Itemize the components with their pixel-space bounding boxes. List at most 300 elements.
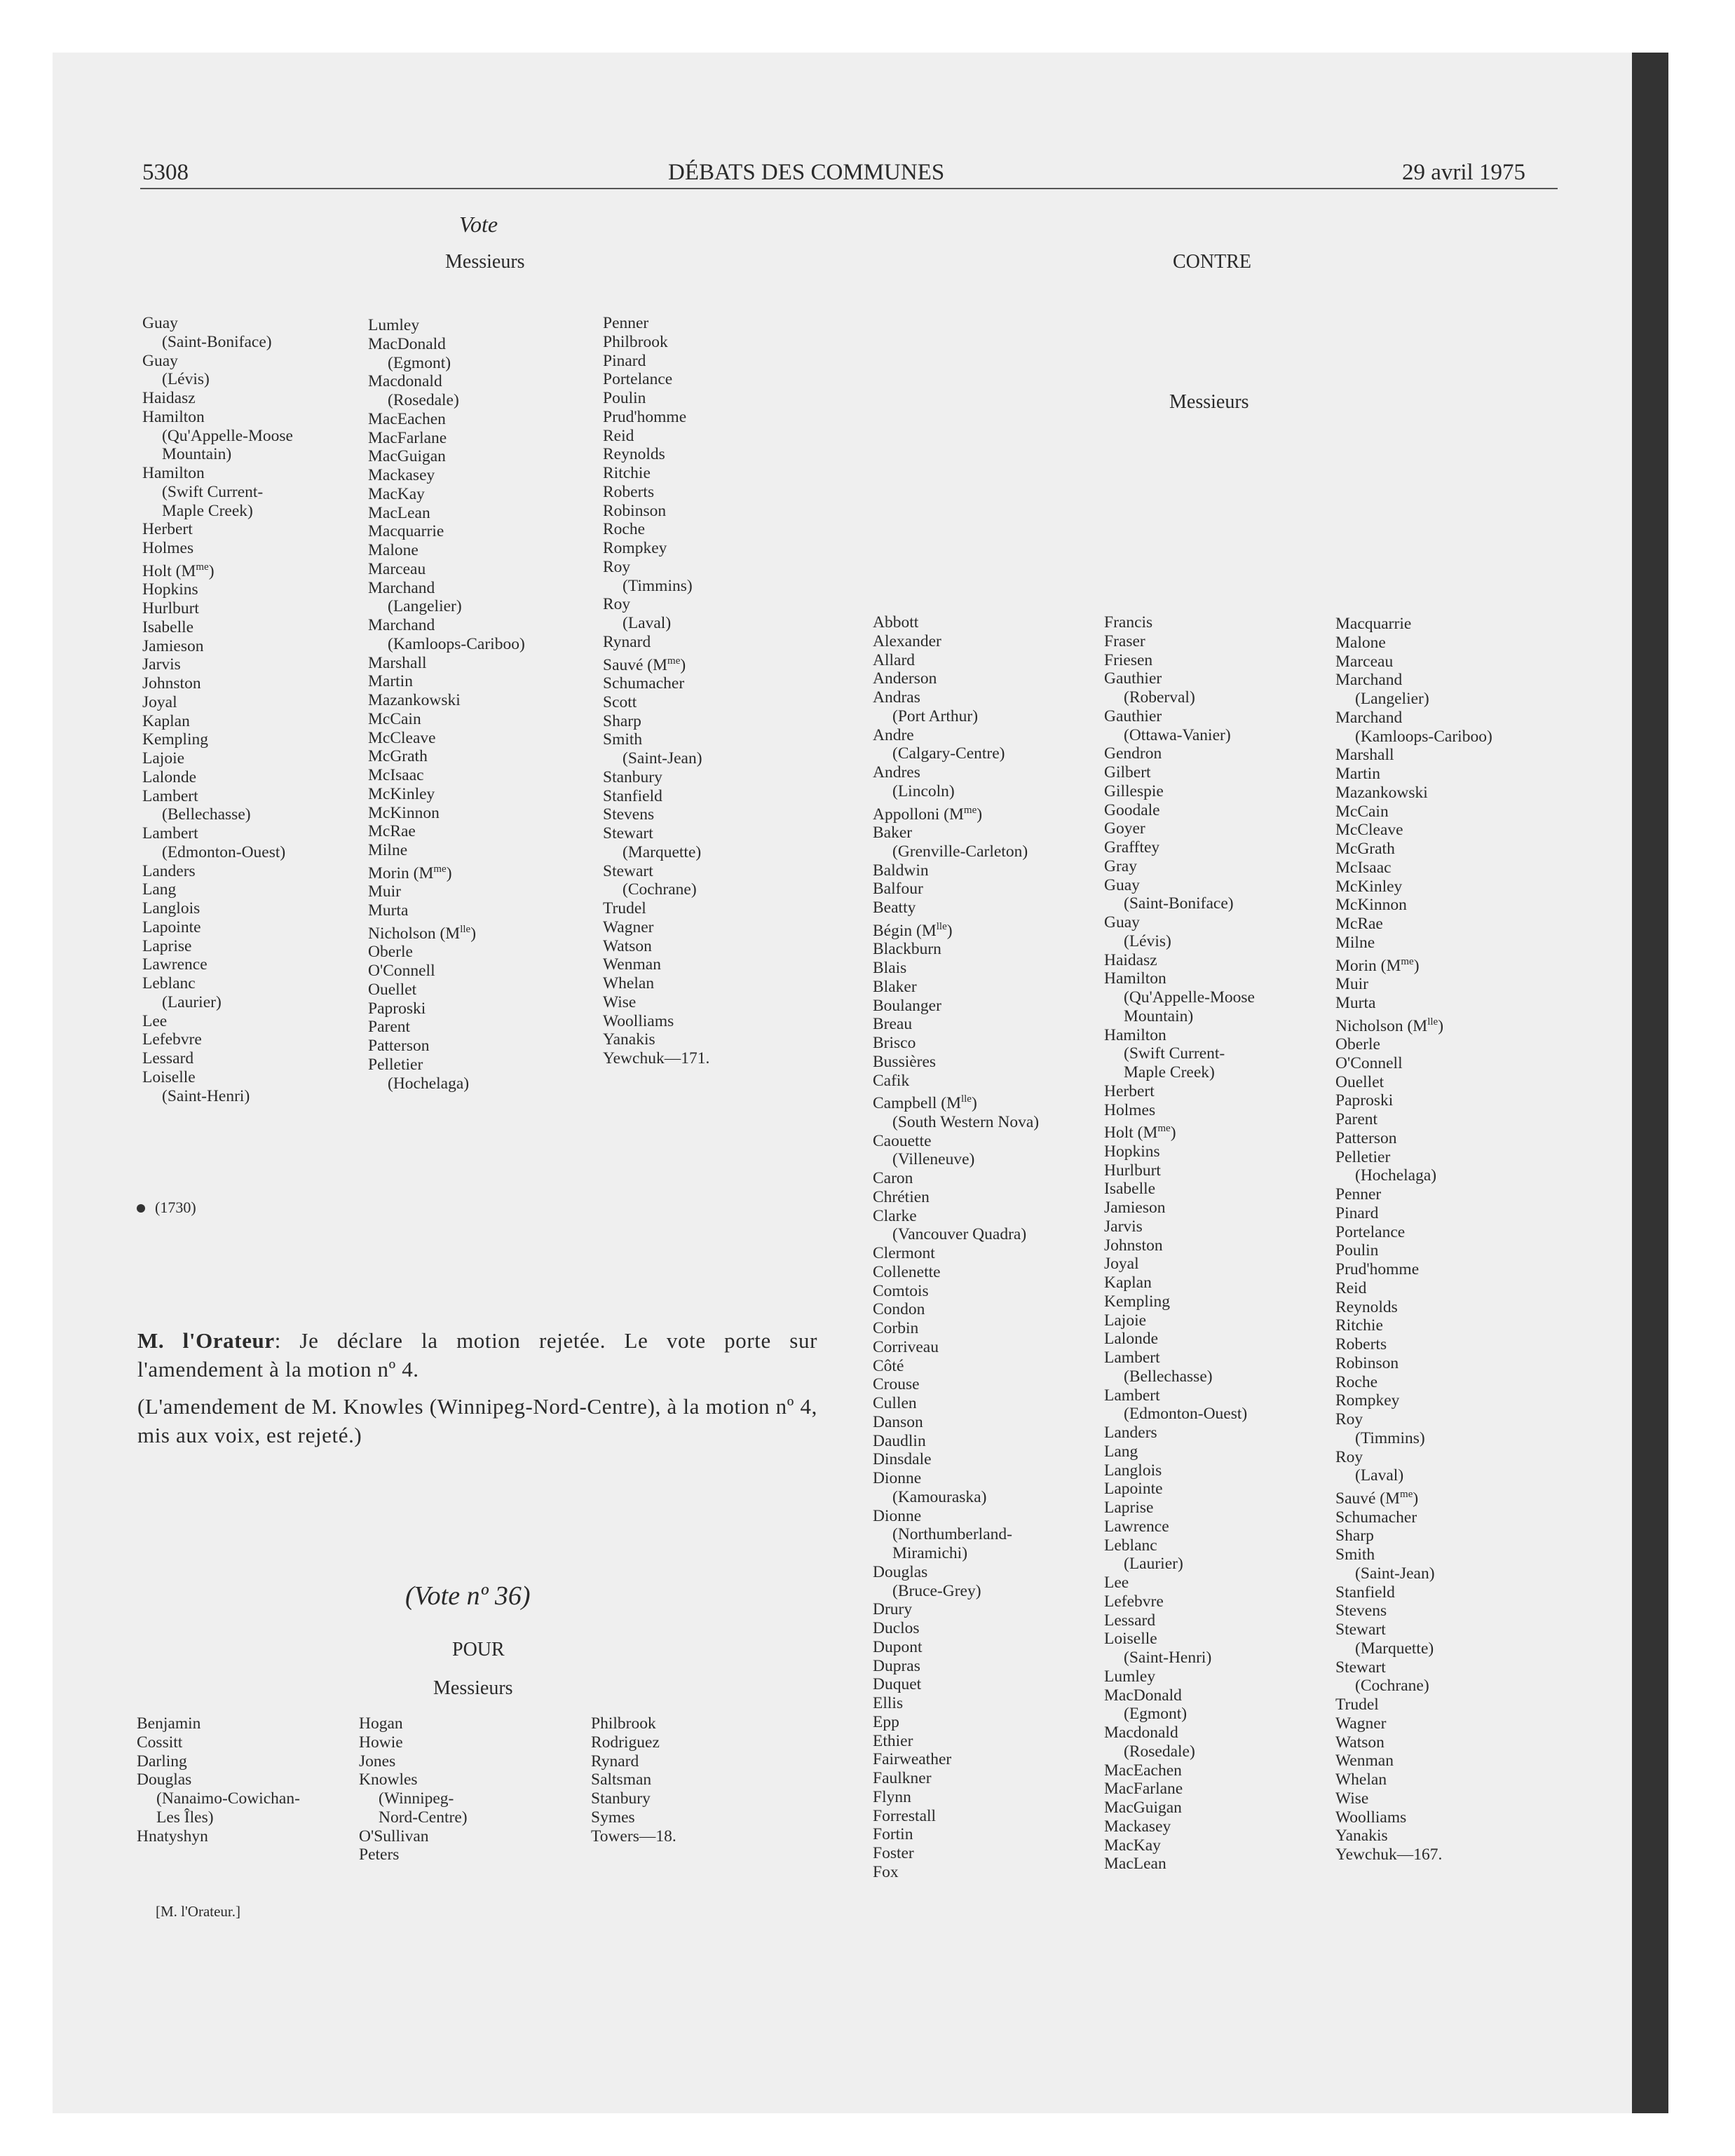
member-name: O'Connell — [368, 962, 435, 981]
member-name: Les Îles) — [156, 1808, 214, 1827]
member-name: (Edmonton-Ouest) — [162, 842, 286, 861]
member-name: Côté — [873, 1356, 904, 1375]
member-name: (Timmins) — [1355, 1428, 1425, 1447]
member-name: Dionne — [873, 1506, 922, 1525]
member-name: MacEachen — [368, 409, 446, 428]
member-name: Dupont — [873, 1637, 923, 1656]
member-name: Philbrook — [591, 1714, 656, 1733]
member-name: Andres — [873, 763, 920, 782]
member-name: Hopkins — [142, 580, 198, 599]
member-name: McKinnon — [368, 803, 440, 822]
member-name: Jamieson — [1104, 1199, 1166, 1217]
member-name: Hurlburt — [142, 599, 199, 618]
page-number: 5308 — [142, 160, 189, 185]
member-name: McRae — [368, 822, 416, 841]
member-name: Alexander — [873, 632, 941, 650]
member-name: Drury — [873, 1600, 913, 1619]
member-name: (Vancouver Quadra) — [892, 1225, 1027, 1244]
member-name: Baker — [873, 824, 913, 842]
member-name: (Swift Current- — [1124, 1044, 1225, 1063]
vote36-heading: (Vote nº 36) — [405, 1581, 531, 1611]
member-name: Collenette — [873, 1262, 941, 1281]
member-name: Malone — [1335, 633, 1386, 652]
vote36-messieurs-label: Messieurs — [433, 1677, 513, 1699]
member-name: McKinley — [368, 784, 435, 803]
vote1-pour-column-1 — [142, 314, 293, 1105]
member-name: Langlois — [1104, 1461, 1162, 1480]
member-name: Rompkey — [603, 539, 667, 557]
member-name: McCain — [368, 709, 421, 728]
member-name: Macdonald — [1104, 1724, 1178, 1742]
member-name: Yanakis — [603, 1030, 655, 1049]
member-name: (Langelier) — [388, 597, 462, 616]
member-name: Lambert — [142, 786, 198, 805]
member-name: Guay — [142, 314, 178, 332]
member-name: Marceau — [1335, 652, 1394, 671]
member-name: Holmes — [1104, 1100, 1156, 1119]
member-name: Poulin — [603, 389, 646, 407]
member-name: Sauvé $(M^{me})$ — [603, 655, 686, 674]
member-name: Jones — [359, 1752, 396, 1770]
member-name: Paproski — [368, 999, 426, 1018]
member-name: Lapointe — [1104, 1480, 1163, 1499]
vote36-contre-column-3 — [1335, 615, 1492, 1864]
member-name: Daudlin — [873, 1431, 926, 1450]
member-name: Murta — [368, 901, 409, 920]
member-name: Friesen — [1104, 650, 1153, 669]
member-name: MacFarlane — [1104, 1780, 1183, 1799]
member-name: Smith — [603, 730, 643, 749]
member-name: Stevens — [603, 805, 655, 824]
member-name: Gendron — [1104, 744, 1162, 763]
member-name: Wise — [1335, 1789, 1369, 1808]
member-name: (Edmonton-Ouest) — [1124, 1405, 1248, 1424]
member-name: Landers — [1104, 1424, 1157, 1442]
member-name: Darling — [137, 1752, 187, 1770]
member-name: Kempling — [142, 730, 208, 749]
header-rule — [140, 188, 1558, 189]
member-name: Leblanc — [1104, 1536, 1157, 1555]
member-name: Guay — [1104, 913, 1140, 932]
member-name: Lee — [1104, 1574, 1129, 1592]
member-name: Rynard — [603, 632, 651, 651]
member-name: Loiselle — [142, 1067, 196, 1086]
member-name: Ritchie — [603, 464, 651, 482]
member-name: Stewart — [1335, 1621, 1386, 1639]
member-name: (Lincoln) — [892, 782, 955, 800]
member-name: Appolloni $(M^{me})$ — [873, 804, 983, 824]
member-name: McCleave — [1335, 821, 1403, 840]
member-name: Robinson — [603, 501, 667, 520]
time-marker — [137, 1199, 196, 1217]
member-name: Grafftey — [1104, 838, 1160, 857]
bullet-icon — [137, 1204, 145, 1213]
member-name: Lang — [1104, 1442, 1138, 1461]
member-name: Corbin — [873, 1319, 919, 1338]
member-name: Nicholson $(M^{lle})$ — [368, 923, 477, 943]
member-name: Portelance — [1335, 1222, 1406, 1241]
member-name: Clermont — [873, 1244, 935, 1263]
member-name: Boulanger — [873, 996, 941, 1015]
member-name: Joyal — [1104, 1255, 1139, 1274]
member-name: Chrétien — [873, 1187, 930, 1206]
member-name: (Villeneuve) — [892, 1150, 975, 1169]
member-name: Comtois — [873, 1281, 929, 1300]
member-name: Allard — [873, 650, 916, 669]
member-name: Woolliams — [603, 1011, 674, 1030]
member-name: Reynolds — [1335, 1297, 1398, 1316]
member-name: MacLean — [368, 503, 430, 522]
member-name: Patterson — [368, 1037, 430, 1056]
member-name: Lessard — [142, 1049, 194, 1068]
member-name: Lajoie — [142, 749, 185, 768]
member-name: Lawrence — [1104, 1517, 1169, 1536]
member-name: Andras — [873, 688, 920, 707]
member-name: Macdonald — [368, 372, 442, 391]
member-name: (Marquette) — [1355, 1639, 1434, 1658]
member-name: Poulin — [1335, 1241, 1379, 1260]
member-name: Marchand — [1335, 708, 1403, 727]
member-name: Miramichi) — [892, 1544, 968, 1563]
member-name: Ouellet — [1335, 1072, 1384, 1091]
member-name: Bégin $(M^{lle})$ — [873, 920, 953, 940]
member-name: Trudel — [1335, 1696, 1379, 1714]
member-name: Haidasz — [142, 389, 196, 407]
member-name: Knowles — [359, 1770, 418, 1789]
member-name: Jamieson — [142, 636, 204, 655]
member-name: Watson — [1335, 1733, 1384, 1752]
amendment-result: (L'amendement de M. Knowles (Winnipeg-Nord-Centre), à la motion nº 4, mis aux voix, est rejeté.) — [137, 1394, 817, 1447]
member-name: Nord-Centre) — [379, 1808, 468, 1827]
member-name: Lumley — [1104, 1667, 1156, 1686]
member-name: Benjamin — [137, 1714, 201, 1733]
speaker-name: M. l'Orateur — [137, 1328, 275, 1353]
member-name: (Grenville-Carleton) — [892, 842, 1028, 861]
member-name: Lawrence — [142, 955, 207, 974]
member-name: Caron — [873, 1169, 913, 1188]
member-name: Corriveau — [873, 1337, 939, 1356]
member-name: (Kamouraska) — [892, 1487, 987, 1506]
page-date: 29 avril 1975 — [1402, 160, 1525, 185]
member-name: Schumacher — [1335, 1508, 1417, 1527]
member-name: Johnston — [142, 674, 201, 693]
member-name: Johnston — [1104, 1236, 1163, 1255]
member-name: Joyal — [142, 692, 177, 711]
member-name: Landers — [142, 861, 196, 880]
member-name: Ethier — [873, 1731, 913, 1750]
member-name: (Saint-Henri) — [1124, 1649, 1212, 1667]
member-name: MacDonald — [1104, 1686, 1182, 1705]
member-name: Roy — [603, 595, 631, 614]
member-name: Douglas — [137, 1770, 192, 1789]
member-name: Loiselle — [1104, 1630, 1157, 1649]
member-name: Langlois — [142, 899, 200, 918]
member-name: (Laurier) — [162, 992, 222, 1011]
member-name: Stanbury — [591, 1789, 651, 1808]
member-name: Milne — [1335, 933, 1375, 952]
member-name: Fortin — [873, 1825, 913, 1844]
member-name: Hurlburt — [1104, 1161, 1161, 1180]
member-name: (Lévis) — [162, 370, 210, 389]
member-name: MacKay — [368, 484, 425, 503]
time-marker-text: (1730) — [155, 1199, 196, 1216]
member-name: Pinard — [603, 351, 646, 370]
member-name: McKinley — [1335, 877, 1403, 896]
member-name: Isabelle — [142, 618, 194, 636]
member-name: Gray — [1104, 857, 1137, 875]
member-name: Maple Creek) — [1124, 1063, 1215, 1082]
member-name: Muir — [1335, 975, 1368, 994]
member-name: MacEachen — [1104, 1761, 1182, 1780]
member-name: Balfour — [873, 880, 923, 899]
member-name: Faulkner — [873, 1769, 932, 1788]
member-name: Paproski — [1335, 1091, 1394, 1110]
member-name: Roche — [603, 520, 646, 539]
member-name: Morin $(M^{me})$ — [1335, 955, 1420, 975]
member-name: Symes — [591, 1808, 635, 1827]
member-name: (Saint-Henri) — [162, 1086, 250, 1105]
member-name: Goodale — [1104, 800, 1160, 819]
member-name: Martin — [1335, 765, 1380, 783]
member-name: (Marquette) — [622, 842, 702, 861]
member-name: Marceau — [368, 559, 426, 578]
member-name: Breau — [873, 1015, 913, 1034]
member-name: Laprise — [1104, 1499, 1154, 1517]
member-name: Dupras — [873, 1656, 920, 1675]
member-name: Howie — [359, 1733, 403, 1752]
member-name: Scott — [603, 692, 637, 711]
member-name: Duclos — [873, 1619, 920, 1638]
member-name: McKinnon — [1335, 896, 1407, 915]
vote1-contre-messieurs-label: Messieurs — [1169, 391, 1249, 413]
member-name: Crouse — [873, 1375, 920, 1394]
member-name: Anderson — [873, 669, 937, 688]
member-name: Wagner — [603, 917, 654, 936]
member-name: MacKay — [1104, 1836, 1161, 1855]
member-name: Roy — [1335, 1447, 1363, 1466]
member-name: Nicholson $(M^{lle})$ — [1335, 1016, 1444, 1035]
member-name: Ritchie — [1335, 1316, 1383, 1335]
member-name: Dionne — [873, 1469, 922, 1488]
member-name: McCleave — [368, 728, 436, 747]
member-name: Philbrook — [603, 332, 668, 351]
member-name: Pelletier — [1335, 1147, 1391, 1166]
member-name: (Qu'Appelle-Moose — [1124, 988, 1255, 1007]
member-name: (Nanaimo-Cowichan- — [156, 1789, 300, 1808]
member-name: MacDonald — [368, 334, 446, 353]
member-name: (Saint-Jean) — [622, 749, 702, 768]
member-name: Roy — [1335, 1410, 1363, 1429]
member-name: Lambert — [1104, 1349, 1160, 1367]
member-name: (Rosedale) — [1124, 1742, 1195, 1761]
member-name: Lambert — [1104, 1386, 1160, 1405]
member-name: Marchand — [1335, 671, 1403, 690]
member-name: Mackasey — [368, 466, 435, 484]
member-name: Caouette — [873, 1131, 932, 1150]
speaker-text: : Je déclare la motion rejetée. Le vote porte sur l'amendement à la motion nº 4. — [137, 1328, 817, 1381]
vote36-pour-column-2 — [359, 1714, 468, 1864]
page-title: DÉBATS DES COMMUNES — [668, 160, 945, 185]
member-name: Lapointe — [142, 917, 201, 936]
member-name: (Rosedale) — [388, 391, 459, 409]
member-name: Reid — [1335, 1278, 1367, 1297]
member-name: (Langelier) — [1355, 690, 1429, 708]
member-name: Oberle — [1335, 1035, 1380, 1054]
member-name: Kempling — [1104, 1292, 1170, 1311]
member-name: Cafik — [873, 1071, 910, 1090]
member-name: MacGuigan — [1104, 1799, 1182, 1817]
member-name: Mazankowski — [368, 691, 461, 709]
member-name: Wenman — [1335, 1752, 1394, 1770]
member-name: (Egmont) — [388, 353, 451, 372]
member-name: Trudel — [603, 899, 646, 918]
member-name: Peters — [359, 1845, 400, 1864]
member-name: Holt $(M^{me})$ — [142, 561, 215, 580]
member-name: (Calgary-Centre) — [892, 744, 1005, 763]
member-name: (Port Arthur) — [892, 707, 979, 725]
member-name: Jarvis — [1104, 1217, 1143, 1236]
member-name: Lee — [142, 1011, 168, 1030]
member-name: Maple Creek) — [162, 501, 253, 520]
footer-note: [M. l'Orateur.] — [156, 1903, 240, 1920]
member-name: (Roberval) — [1124, 688, 1195, 707]
member-name: Patterson — [1335, 1128, 1397, 1147]
member-name: Lefebvre — [142, 1030, 202, 1049]
member-name: (Kamloops-Cariboo) — [1355, 727, 1492, 746]
member-name: Kaplan — [1104, 1274, 1152, 1292]
member-name: (Saint-Jean) — [1355, 1564, 1435, 1583]
member-name: MacLean — [1104, 1855, 1166, 1874]
member-name: (Egmont) — [1124, 1705, 1188, 1724]
member-name: Leblanc — [142, 974, 196, 993]
member-name: (Bellechasse) — [1124, 1367, 1213, 1386]
member-name: Campbell $(M^{lle})$ — [873, 1093, 977, 1113]
member-name: (Hochelaga) — [388, 1074, 470, 1093]
member-name: Forrestall — [873, 1806, 937, 1825]
member-name: Lumley — [368, 316, 420, 334]
member-name: Hamilton — [1104, 1025, 1166, 1044]
member-name: (Ottawa-Vanier) — [1124, 725, 1231, 744]
member-name: Roy — [603, 557, 631, 576]
member-name: Malone — [368, 541, 419, 559]
member-name: Martin — [368, 672, 413, 691]
member-name: Herbert — [142, 520, 193, 539]
member-name: Bussières — [873, 1052, 937, 1071]
member-name: Lessard — [1104, 1611, 1156, 1630]
member-name: Yewchuk—167. — [1335, 1845, 1443, 1864]
member-name: Cossitt — [137, 1733, 183, 1752]
member-name: McRae — [1335, 915, 1383, 933]
member-name: (Saint-Boniface) — [162, 332, 272, 351]
member-name: Laprise — [142, 936, 192, 955]
member-name: Penner — [1335, 1185, 1382, 1204]
member-name: (Bellechasse) — [162, 805, 251, 824]
member-name: Gillespie — [1104, 782, 1164, 800]
member-name: (Hochelaga) — [1355, 1166, 1437, 1185]
member-name: Fraser — [1104, 632, 1145, 650]
member-name: Macquarrie — [368, 522, 444, 541]
member-name: Dinsdale — [873, 1450, 932, 1469]
member-name: Whelan — [1335, 1770, 1387, 1789]
member-name: Flynn — [873, 1787, 911, 1806]
member-name: Stanbury — [603, 767, 662, 786]
member-name: Smith — [1335, 1546, 1375, 1564]
vote1-pour-column-2 — [368, 316, 525, 1093]
member-name: Gilbert — [1104, 763, 1151, 782]
member-name: (Saint-Boniface) — [1124, 894, 1234, 913]
member-name: (Bruce-Grey) — [892, 1581, 981, 1600]
member-name: Brisco — [873, 1034, 916, 1053]
member-name: Reynolds — [603, 445, 665, 464]
member-name: Roberts — [1335, 1335, 1387, 1354]
member-name: Wagner — [1335, 1714, 1387, 1733]
vote-heading: Vote — [459, 212, 498, 237]
member-name: Francis — [1104, 613, 1153, 632]
member-name: Douglas — [873, 1562, 928, 1581]
member-name: Pelletier — [368, 1055, 423, 1074]
member-name: Hnatyshyn — [137, 1827, 208, 1845]
member-name: Danson — [873, 1412, 923, 1431]
member-name: Epp — [873, 1712, 899, 1731]
member-name: Parent — [1335, 1110, 1378, 1129]
member-name: Towers—18. — [591, 1827, 676, 1845]
vote36-pour-label: POUR — [452, 1639, 505, 1660]
member-name: (Cochrane) — [1355, 1677, 1429, 1696]
member-name: Woolliams — [1335, 1808, 1407, 1827]
member-name: McCain — [1335, 802, 1389, 821]
member-name: Fairweather — [873, 1750, 952, 1769]
member-name: Rodriguez — [591, 1733, 660, 1752]
member-name: Guay — [142, 351, 178, 370]
vote36-contre-column-1 — [873, 613, 1039, 1882]
member-name: Andre — [873, 725, 914, 744]
member-name: Guay — [1104, 875, 1140, 894]
vote1-pour-column-3 — [603, 314, 709, 1068]
member-name: (Timmins) — [622, 576, 693, 595]
member-name: Lajoie — [1104, 1311, 1147, 1330]
member-name: McGrath — [368, 747, 428, 766]
member-name: Schumacher — [603, 674, 685, 693]
member-name: (Winnipeg- — [379, 1789, 454, 1808]
member-name: Herbert — [1104, 1082, 1155, 1100]
member-name: Lalonde — [1104, 1330, 1158, 1349]
member-name: Lang — [142, 880, 177, 899]
member-name: Holmes — [142, 539, 194, 557]
member-name: (Laurier) — [1124, 1555, 1183, 1574]
member-name: Stewart — [603, 861, 653, 880]
member-name: Isabelle — [1104, 1180, 1156, 1199]
member-name: Marchand — [368, 616, 435, 634]
member-name: Marchand — [368, 578, 435, 597]
member-name: Blais — [873, 959, 907, 978]
orateur-paragraph — [137, 1326, 817, 1449]
vote36-pour-column-1 — [137, 1714, 300, 1845]
member-name: O'Sullivan — [359, 1827, 429, 1845]
member-name: Portelance — [603, 370, 673, 389]
member-name: Cullen — [873, 1394, 917, 1413]
member-name: Blaker — [873, 977, 917, 996]
member-name: Sharp — [603, 711, 641, 730]
vote36-pour-column-3 — [591, 1714, 676, 1845]
member-name: Ouellet — [368, 980, 417, 999]
member-name: (Kamloops-Cariboo) — [388, 634, 525, 653]
member-name: Hogan — [359, 1714, 403, 1733]
member-name: Wenman — [603, 955, 661, 974]
member-name: Roche — [1335, 1372, 1378, 1391]
member-name: Lambert — [142, 824, 198, 843]
member-name: Beatty — [873, 899, 916, 917]
member-name: MacGuigan — [368, 447, 446, 466]
